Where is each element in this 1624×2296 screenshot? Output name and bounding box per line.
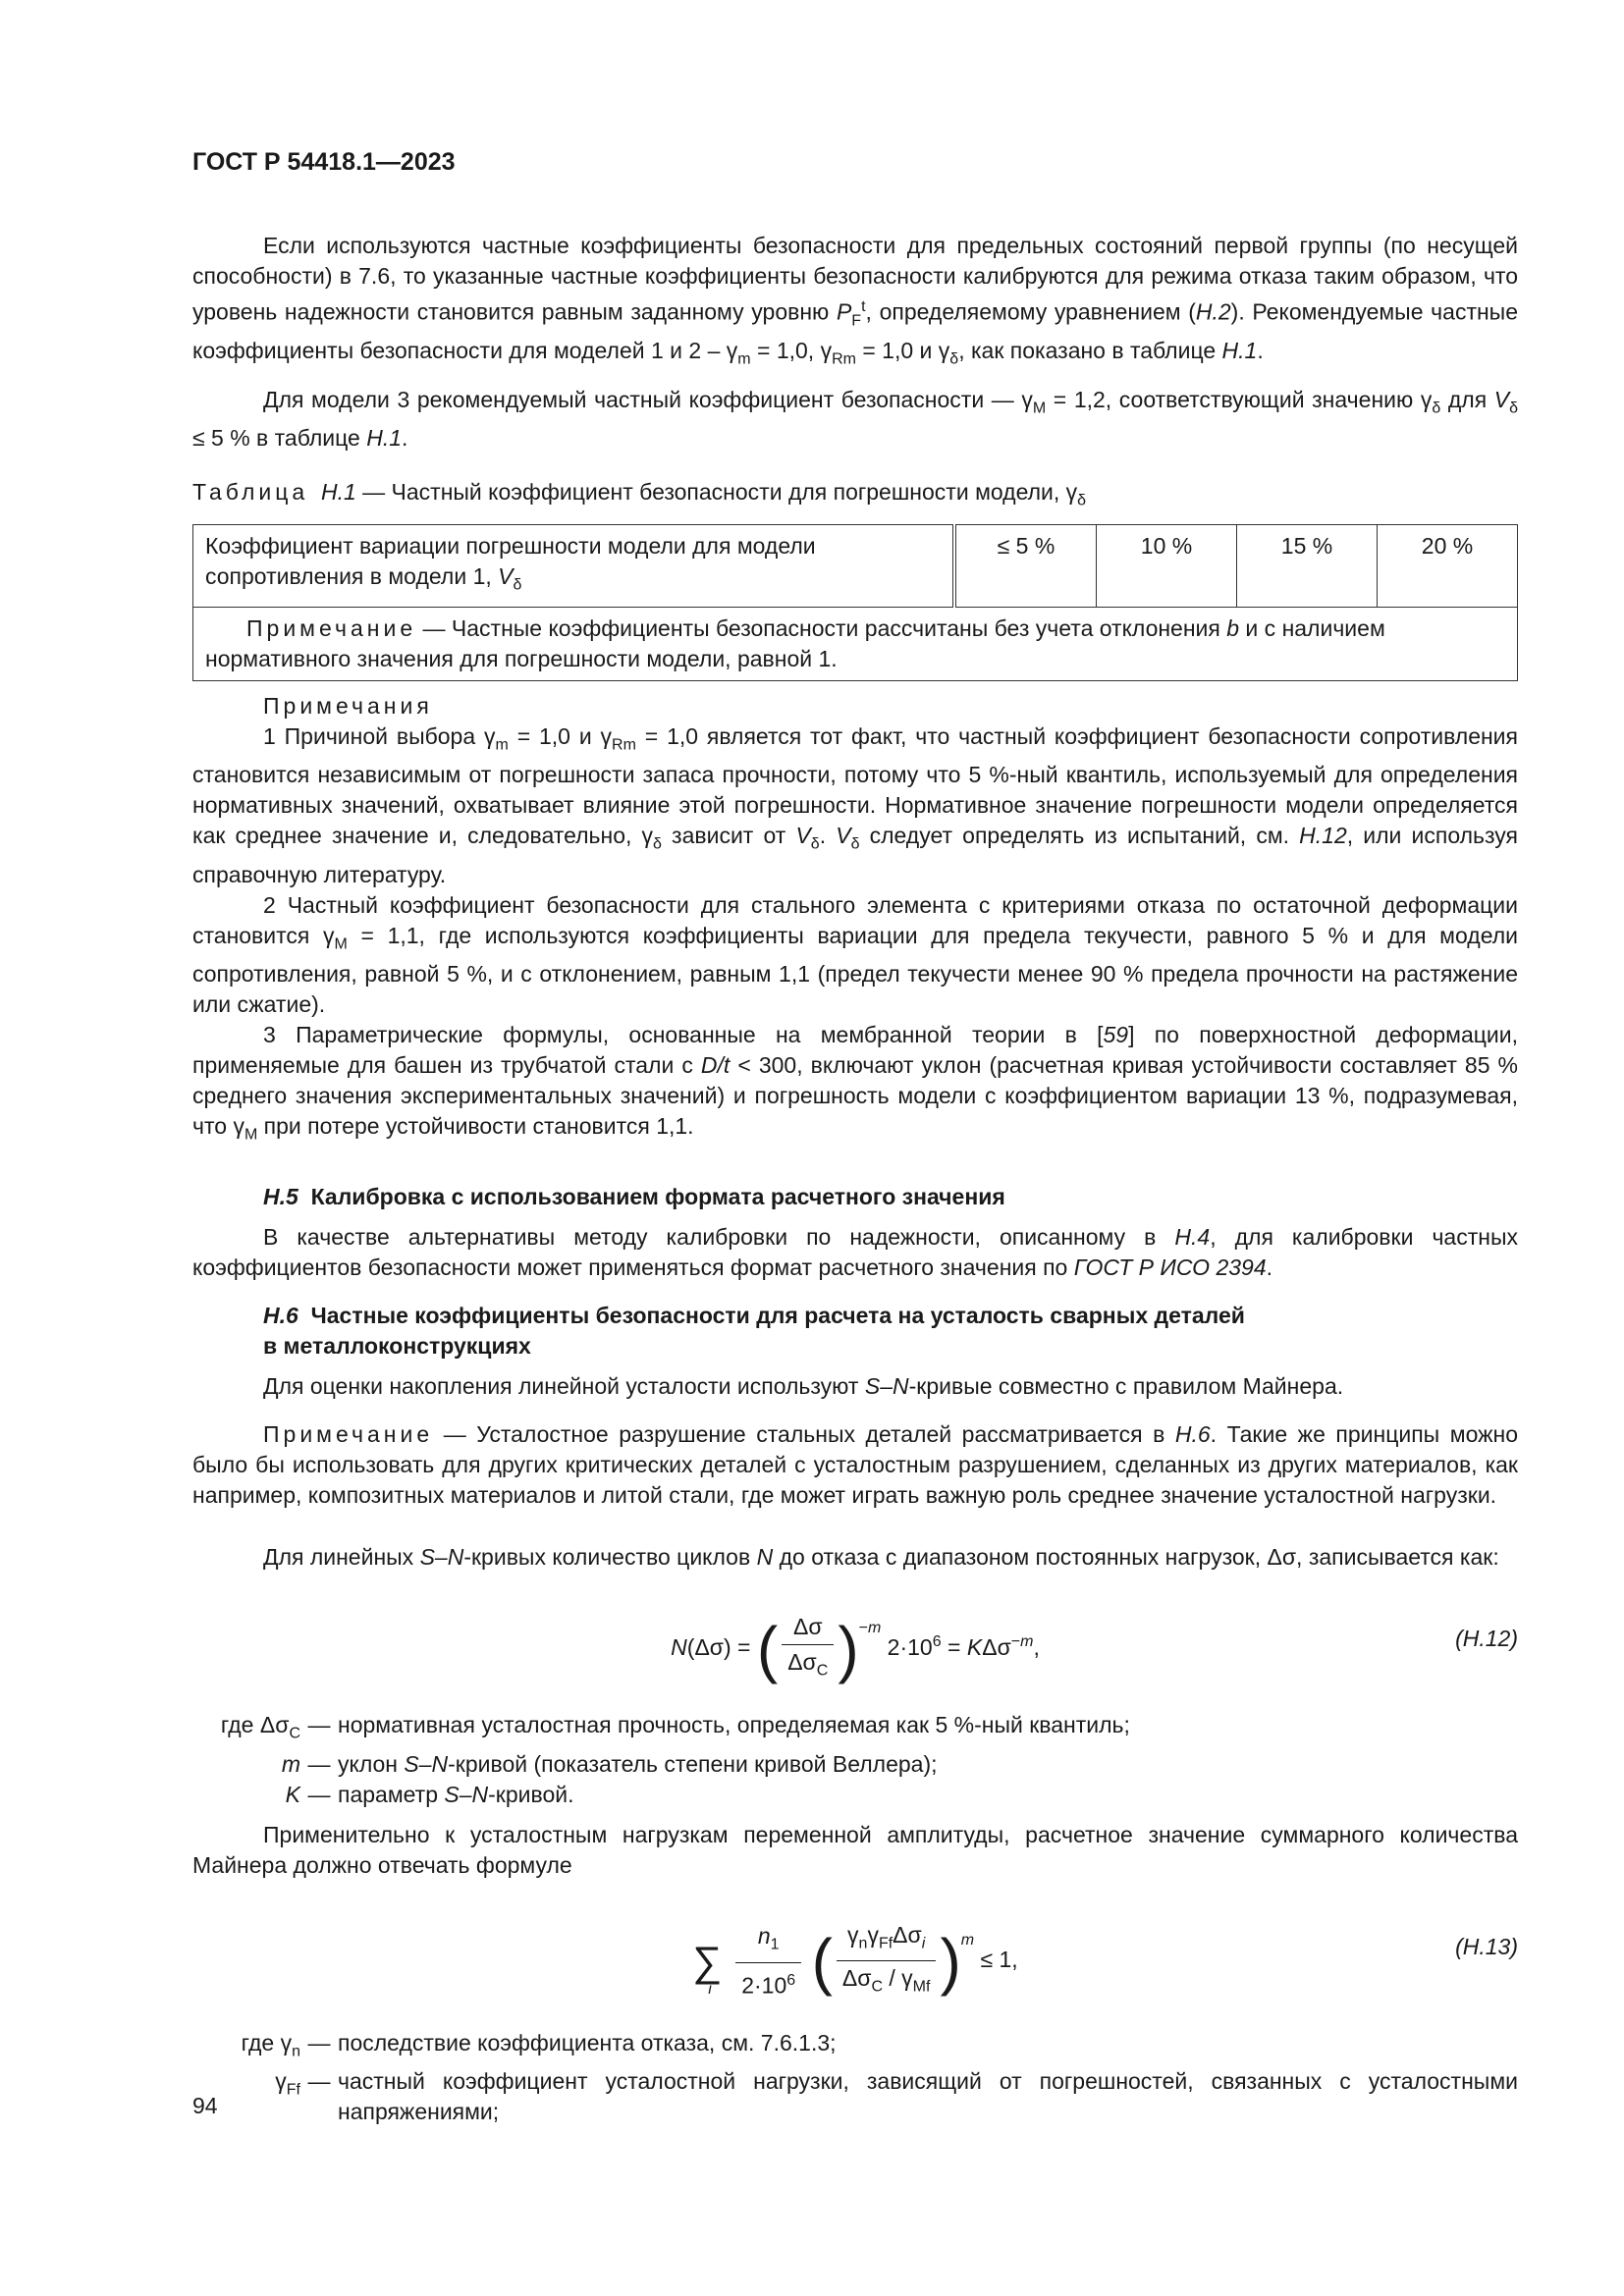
section-h5-title: H.5 Калибровка с использованием формата расчетного значения bbox=[263, 1184, 1005, 1209]
section-h6-text2: Для линейных S–N-кривых количество циклов N до отказа с диапазоном постоянных нагрузок, Δσ, записывается как: bbox=[263, 1544, 1499, 1570]
table-note: Примечание — Частные коэффициенты безопасности рассчитаны без учета отклонения b и с наличием нормативного значения для погрешности модели, равной 1. bbox=[193, 607, 1518, 680]
definition-item: m — уклон S–N-кривой (показатель степени кривой Веллера); bbox=[281, 1750, 938, 1777]
equation-h13-number: (H.13) bbox=[1455, 1933, 1518, 1959]
page-number: 94 bbox=[192, 2093, 218, 2118]
equation-h13-body: $\sum_i$ $\frac{n_1}{2\cdot 10^6}$ ( $\frac{\gamma_n\gamma_{Ff}\Delta\sigma_i}{\Delta\sigma_C / \gamma_{Mf}}$ )$^m$ ≤ 1, bbox=[692, 1921, 1018, 1999]
equation-h12-number: (H.12) bbox=[1455, 1626, 1518, 1651]
section-h5-text: В качестве альтернативы методу калибровки по надежности, описанному в H.4, для калибровки частных коэффициентов безопасности может применяться формат расчетного значения по ГОСТ Р ИСО 2394. bbox=[192, 1224, 1518, 1280]
note-3: 3 Параметрические формулы, основанные на мембранной теории в [59] по поверхностной деформации, применяемые для башен из трубчатой стали с D/t < 300, включают уклон (расчетная кривая устойчивости составляет 85 % среднего значения экспериментальных значений) и погрешность модели с коэффициентом вариации 13 %, подразумевая, что $\gamma_M$ при потере устойчивости становится 1,1. bbox=[192, 1022, 1519, 1144]
definition-item: $\gamma_{Ff}$ — частный коэффициент усталостной нагрузки, зависящий от погрешностей, связанных с усталостными напряжениями; bbox=[275, 2068, 1518, 2125]
paragraph-calibration: Если используются частные коэффициенты безопасности для предельных состояний первой группы (по несущей способности) в 7.6, то указанные частные коэффициенты безопасности калибруются для режима отказа таким образом, что уровень надежности становится равным заданному уровню $P_F^t$, определяемому уравнением (H.2). Рекомендуемые частные коэффициенты безопасности для моделей 1 и $2 - \gamma_m = 1,0$, $\gamma_{Rm} = 1,0$ и $\gamma_\delta$, как показано в таблице H.1. bbox=[192, 233, 1519, 368]
definitions-2 bbox=[192, 2028, 1518, 2128]
safety-factor-table bbox=[192, 524, 1518, 681]
section-h6-title: H.6 Частные коэффициенты безопасности для расчета на усталость сварных деталей в металлоконструкциях bbox=[263, 1303, 1245, 1359]
section-h6-text3: Применительно к усталостным нагрузкам переменной амплитуды, расчетное значение суммарного количества Майнера должно отвечать формуле bbox=[192, 1821, 1518, 1878]
table-row-header: Коэффициент вариации погрешности модели для модели сопротивления в модели 1, $V_\delta$ bbox=[193, 525, 955, 608]
table-cell-15: 15 % bbox=[1237, 525, 1378, 608]
notes-label: Примечания bbox=[263, 692, 433, 719]
note-1: 1 Причиной выбора $\gamma_m = 1,0$ и $\gamma_{Rm} = 1,0$ является тот факт, что частный коэффициент безопасности сопротивления становится независимым от погрешности запаса прочности, потому что 5 %-ный квантиль, используемый для определения нормативных значений, охватывает влияние этой погрешности. Нормативное значение погрешности модели определяется как среднее значение и, следовательно, $\gamma_\delta$ зависит от $V_\delta$. $V_\delta$ следует определять из испытаний, см. H.12, или используя справочную литературу. bbox=[192, 722, 1518, 887]
document-page bbox=[192, 147, 1518, 2127]
paragraph-model3: Для модели 3 рекомендуемый частный коэффициент безопасности — $\gamma_M = 1,2$, соответствующий значению $\gamma_\delta$ для $V_\delta \le 5$ % в таблице H.1. bbox=[192, 386, 1518, 452]
equation-h13 bbox=[192, 1898, 1518, 2016]
note-2: 2 Частный коэффициент безопасности для стального элемента с критериями отказа по остаточной деформации становится $\gamma_M = 1,1$, где используются коэффициенты вариации для предела текучести, равного 5 % и для модели сопротивления, равной 5 %, и с отклонением, равным 1,1 (предел текучести менее 90 % предела прочности на растяжение или сжатие). bbox=[192, 891, 1518, 1018]
table-caption: Таблица H.1 — Частный коэффициент безопасности для погрешности модели, $\gamma_\delta$ bbox=[192, 479, 1087, 510]
section-h6-note: Примечание — Усталостное разрушение стальных деталей рассматривается в H.6. Такие же принципы можно было бы использовать для других критических деталей с усталостным разрушением, сделанных из других материалов, как например, композитных материалов и литой стали, где может играть важную роль среднее значение усталостной нагрузки. bbox=[192, 1421, 1518, 1508]
table-cell-5: ≤ 5 % bbox=[954, 525, 1097, 608]
equation-h12 bbox=[192, 1590, 1518, 1698]
definition-item: где $\gamma_n$ — последствие коэффициента отказа, см. 7.6.1.3; bbox=[241, 2029, 837, 2060]
section-h6-text1: Для оценки накопления линейной усталости используют S–N-кривые совместно с правилом Майнера. bbox=[263, 1373, 1344, 1399]
equation-h12-body: N(Δσ) = ( $\frac{\Delta\sigma}{\Delta\sigma_C}$ )$^{-m}$ $2\cdot 10^6 = K\Delta\sigma^{-m}$, bbox=[671, 1613, 1040, 1684]
table-cell-10: 10 % bbox=[1097, 525, 1237, 608]
definitions-1 bbox=[192, 1710, 1518, 1810]
document-header: ГОСТ Р 54418.1—2023 bbox=[192, 148, 456, 176]
definition-item: K — параметр S–N-кривой. bbox=[285, 1781, 574, 1807]
table-cell-20: 20 % bbox=[1378, 525, 1518, 608]
definition-item: где $\Delta\sigma_C$ — нормативная усталостная прочность, определяемая как 5 %-ный квантиль; bbox=[220, 1712, 1130, 1742]
